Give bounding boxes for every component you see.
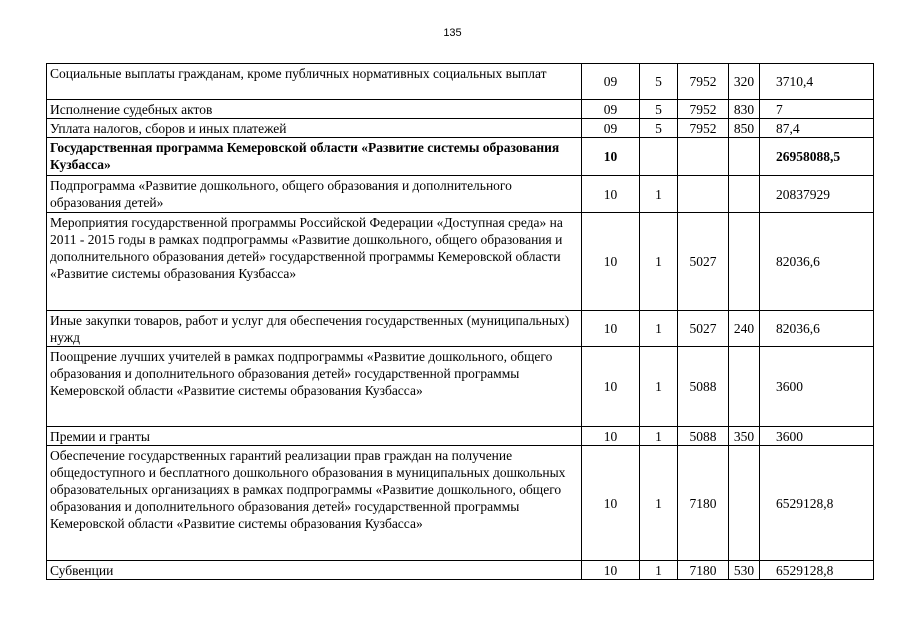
row-amount: 6529128,8 [760, 561, 874, 580]
row-amount: 26958088,5 [760, 138, 874, 176]
row-description: Обеспечение государственных гарантий реализации прав граждан на получение общедоступного и бесплатного дошкольного образования в муниципальных дошкольных образовательных организациях в рамках подпрограммы «Развитие дошкольного, общего образования и дополнительного образования детей» государственной программы Кемеровской области «Развитие системы образования Кузбасса» [47, 446, 582, 561]
row-section-code: 10 [582, 427, 640, 446]
row-description: Премии и гранты [47, 427, 582, 446]
row-subsection-code: 1 [640, 427, 678, 446]
row-subsection-code: 5 [640, 119, 678, 138]
row-expense-type-code: 350 [729, 427, 760, 446]
row-subsection-code: 1 [640, 213, 678, 311]
row-section-code: 10 [582, 347, 640, 427]
row-section-code: 09 [582, 119, 640, 138]
row-section-code: 10 [582, 138, 640, 176]
table-row [47, 138, 874, 176]
row-subsection-code: 5 [640, 100, 678, 119]
row-section-code: 09 [582, 100, 640, 119]
row-target-article-code: 7952 [678, 100, 729, 119]
row-target-article-code: 5088 [678, 427, 729, 446]
row-amount: 87,4 [760, 119, 874, 138]
table-row [47, 176, 874, 213]
budget-table [46, 63, 874, 580]
row-expense-type-code [729, 138, 760, 176]
row-expense-type-code: 320 [729, 64, 760, 100]
row-section-code: 10 [582, 311, 640, 347]
row-description: Иные закупки товаров, работ и услуг для обеспечения государственных (муниципальных) нужд [47, 311, 582, 347]
row-section-code: 10 [582, 446, 640, 561]
row-description: Уплата налогов, сборов и иных платежей [47, 119, 582, 138]
row-amount: 82036,6 [760, 311, 874, 347]
row-subsection-code: 1 [640, 176, 678, 213]
row-subsection-code: 1 [640, 311, 678, 347]
row-amount: 20837929 [760, 176, 874, 213]
table-row [47, 311, 874, 347]
row-target-article-code: 7180 [678, 446, 729, 561]
row-expense-type-code [729, 446, 760, 561]
row-subsection-code: 1 [640, 446, 678, 561]
row-amount: 3600 [760, 347, 874, 427]
row-target-article-code: 7180 [678, 561, 729, 580]
row-target-article-code: 5027 [678, 311, 729, 347]
row-target-article-code: 5027 [678, 213, 729, 311]
row-section-code: 10 [582, 176, 640, 213]
row-expense-type-code: 830 [729, 100, 760, 119]
row-subsection-code: 1 [640, 561, 678, 580]
table-row [47, 64, 874, 100]
row-amount: 6529128,8 [760, 446, 874, 561]
row-description: Субвенции [47, 561, 582, 580]
row-description: Подпрограмма «Развитие дошкольного, общего образования и дополнительного образования детей» [47, 176, 582, 213]
row-subsection-code [640, 138, 678, 176]
row-expense-type-code [729, 176, 760, 213]
row-amount: 7 [760, 100, 874, 119]
row-target-article-code: 7952 [678, 119, 729, 138]
row-description: Мероприятия государственной программы Российской Федерации «Доступная среда» на 2011 - 2015 годы в рамках подпрограммы «Развитие дошкольного, общего образования и дополнительного образования детей» государственной программы Кемеровской области «Развитие системы образования Кузбасса» [47, 213, 582, 311]
table-row [47, 561, 874, 580]
row-section-code: 10 [582, 213, 640, 311]
row-expense-type-code: 530 [729, 561, 760, 580]
table-row [47, 119, 874, 138]
row-description: Государственная программа Кемеровской области «Развитие системы образования Кузбасса» [47, 138, 582, 176]
table-row [47, 446, 874, 561]
row-expense-type-code: 850 [729, 119, 760, 138]
row-expense-type-code [729, 347, 760, 427]
row-target-article-code: 7952 [678, 64, 729, 100]
table-row [47, 100, 874, 119]
row-expense-type-code [729, 213, 760, 311]
row-target-article-code [678, 138, 729, 176]
row-subsection-code: 5 [640, 64, 678, 100]
row-description: Исполнение судебных актов [47, 100, 582, 119]
row-subsection-code: 1 [640, 347, 678, 427]
row-expense-type-code: 240 [729, 311, 760, 347]
table-row [47, 427, 874, 446]
row-section-code: 09 [582, 64, 640, 100]
row-target-article-code: 5088 [678, 347, 729, 427]
table-row [47, 213, 874, 311]
row-amount: 3710,4 [760, 64, 874, 100]
row-amount: 82036,6 [760, 213, 874, 311]
row-section-code: 10 [582, 561, 640, 580]
row-amount: 3600 [760, 427, 874, 446]
page-number: 135 [443, 27, 462, 39]
budget-table-body [47, 64, 874, 580]
row-description: Поощрение лучших учителей в рамках подпрограммы «Развитие дошкольного, общего образования и дополнительного образования детей» государственной программы Кемеровской области «Развитие системы образования Кузбасса» [47, 347, 582, 427]
row-description: Социальные выплаты гражданам, кроме публичных нормативных социальных выплат [47, 64, 582, 100]
row-target-article-code [678, 176, 729, 213]
table-row [47, 347, 874, 427]
